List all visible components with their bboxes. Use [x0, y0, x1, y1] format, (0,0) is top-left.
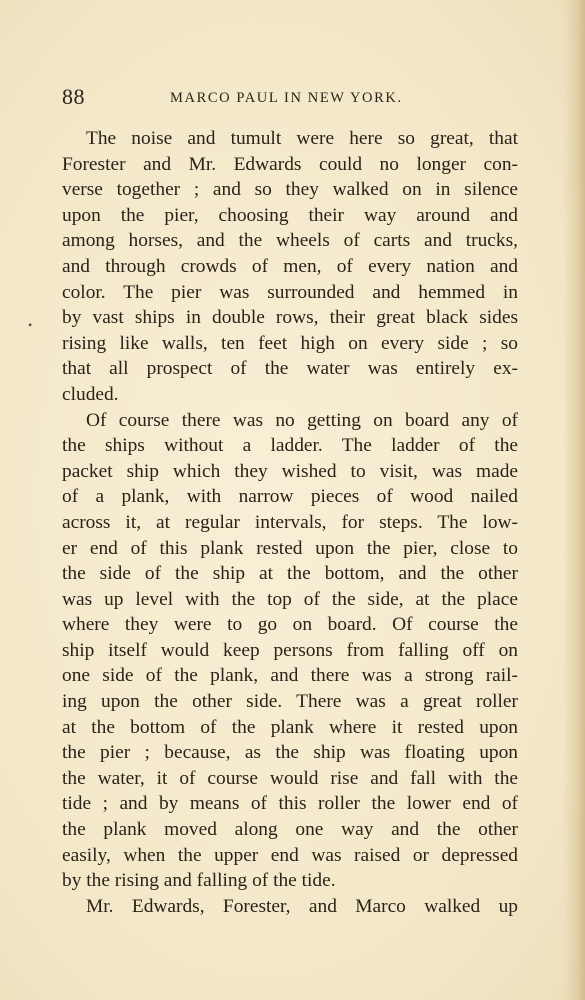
text-line: The noise and tumult were here so great, that	[86, 128, 518, 149]
text-line: easily, when the upper end was raised or depressed	[62, 844, 518, 866]
text-line: that all prospect of the water was entirely ex-	[62, 358, 518, 380]
text-line: er end of this plank rested upon the pier, close to	[62, 537, 518, 559]
text-line: was up level with the top of the side, at the place	[62, 588, 518, 610]
text-line: and through crowds of men, of every nation and	[62, 255, 518, 277]
text-line: Mr. Edwards, Forester, and Marco walked up	[86, 895, 518, 917]
text-line: ship itself would keep persons from falling off on	[62, 639, 518, 661]
body-text	[62, 126, 518, 919]
text-line: by vast ships in double rows, their great black sides	[62, 307, 518, 329]
text-line: cluded.	[62, 383, 119, 405]
text-line: at the bottom of the plank where it rested upon	[62, 716, 518, 738]
text-line: the pier ; because, as the ship was floating upon	[62, 742, 518, 764]
text-line: color. The pier was surrounded and hemmed in	[62, 281, 518, 303]
page-number: 88	[62, 84, 85, 109]
text-line: among horses, and the wheels of carts and trucks,	[62, 230, 518, 252]
text-line: Of course there was no getting on board any of	[86, 409, 518, 431]
text-line: one side of the plank, and there was a strong rail-	[62, 665, 518, 687]
page-header	[62, 84, 518, 114]
text-line: the plank moved along one way and the other	[62, 819, 518, 841]
text-line: the side of the ship at the bottom, and the other	[62, 563, 518, 585]
text-line: across it, at regular intervals, for steps. The low-	[62, 511, 518, 533]
text-line: rising like walls, ten feet high on every side ; so	[62, 332, 518, 354]
text-line: Forester and Mr. Edwards could no longer con-	[62, 153, 518, 175]
text-line: the ships without a ladder. The ladder of the	[62, 435, 518, 457]
text-line: verse together ; and so they walked on in silence	[62, 179, 518, 201]
running-head: MARCO PAUL IN NEW YORK.	[170, 90, 403, 106]
text-line: where they were to go on board. Of course the	[62, 614, 518, 636]
margin-mark: •	[28, 318, 33, 332]
text-line: upon the pier, choosing their way around and	[62, 204, 518, 226]
text-line: the water, it of course would rise and fall with the	[62, 767, 518, 789]
text-line: of a plank, with narrow pieces of wood nailed	[62, 486, 518, 508]
text-line: by the rising and falling of the tide.	[62, 870, 336, 892]
page-edge-shadow	[563, 0, 585, 1000]
text-line: tide ; and by means of this roller the lower end of	[62, 793, 518, 815]
text-line: packet ship which they wished to visit, was made	[62, 460, 518, 482]
text-line: ing upon the other side. There was a great roller	[62, 691, 518, 713]
